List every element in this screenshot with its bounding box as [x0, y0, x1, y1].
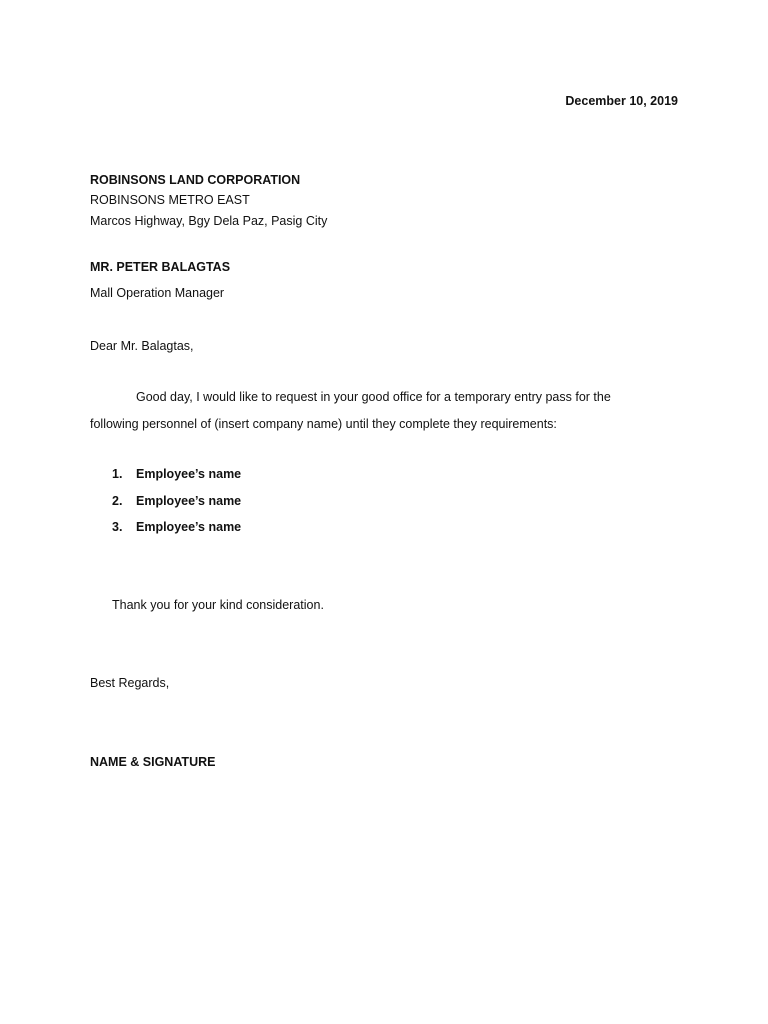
thanks-line: Thank you for your kind consideration. [112, 598, 324, 612]
salutation: Dear Mr. Balagtas, [90, 339, 194, 353]
closing: Best Regards, [90, 676, 170, 690]
body-paragraph-line-1: Good day, I would like to request in your good office for a temporary entry pass for the [136, 390, 611, 404]
list-item-name: Employee’s name [136, 520, 242, 534]
list-item-name: Employee’s name [136, 467, 242, 481]
list-item-number: 2. [112, 493, 123, 508]
list-item-number: 1. [112, 467, 123, 481]
list-item [112, 466, 241, 493]
list-item [112, 493, 241, 520]
recipient-title: Mall Operation Manager [90, 286, 225, 300]
list-item [112, 519, 241, 546]
branch-name: ROBINSONS METRO EAST [90, 193, 250, 207]
company-address: Marcos Highway, Bgy Dela Paz, Pasig City [90, 214, 328, 228]
signature-line: NAME & SIGNATURE [90, 755, 216, 769]
company-name: ROBINSONS LAND CORPORATION [90, 173, 301, 187]
list-item-number: 3. [112, 520, 123, 534]
employee-list [112, 466, 241, 546]
letter-date: December 10, 2019 [565, 94, 678, 108]
list-item-name: Employee’s name [136, 493, 242, 508]
body-paragraph-line-2: following personnel of (insert company name) until they complete they requirements: [90, 417, 557, 431]
recipient-name: MR. PETER BALAGTAS [90, 260, 231, 274]
